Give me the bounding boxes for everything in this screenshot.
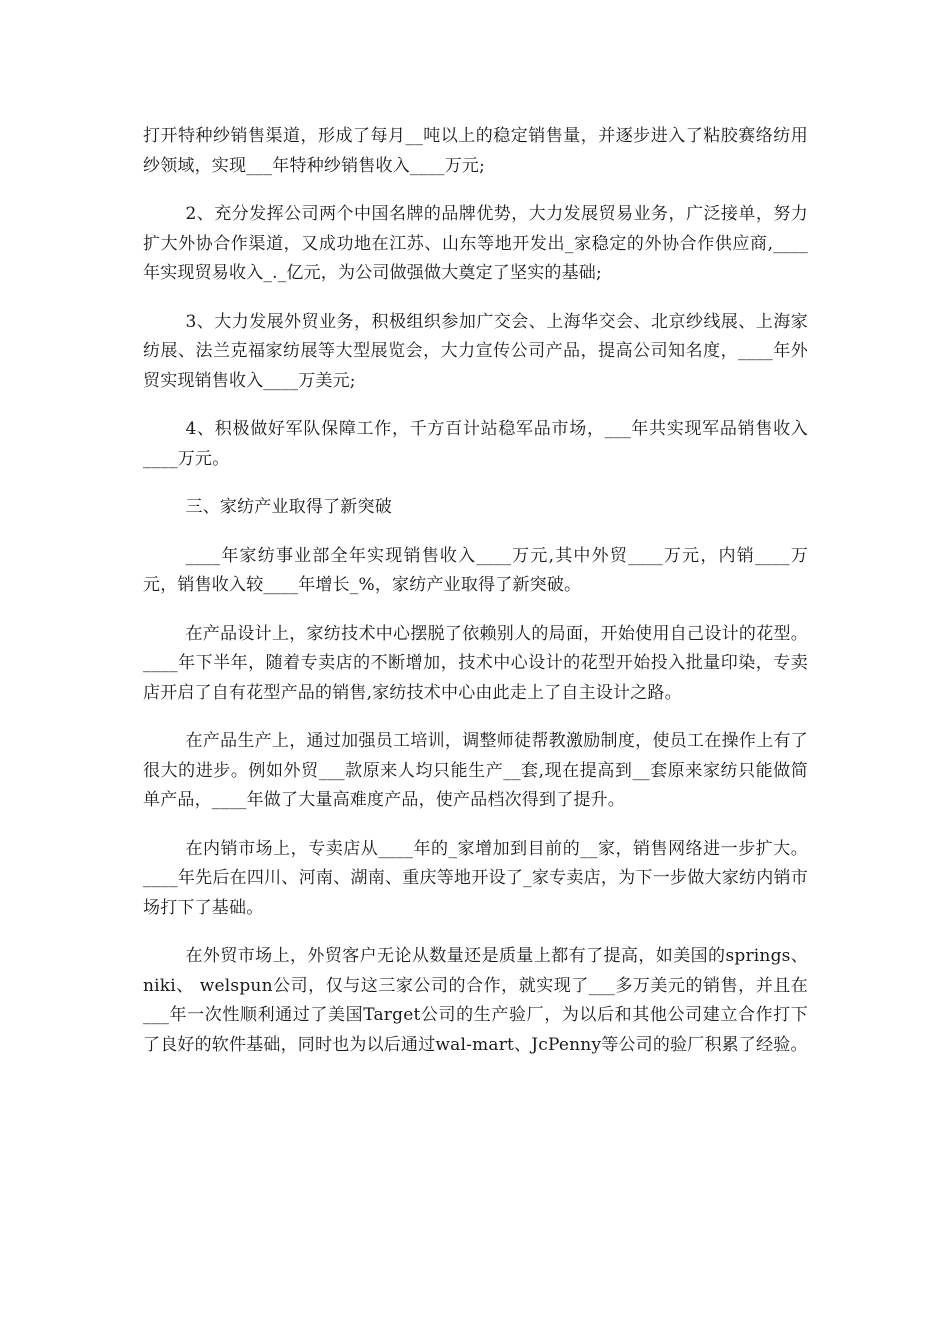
paragraph-production: 在产品生产上，通过加强员工培训，调整师徒帮教激励制度，使员工在操作上有了很大的进步。例如外贸___款原来人均只能生产__套,现在提高到__套原来家纺只能做简单产品，____年做了大量高难度产品，使产品档次得到了提升。 [143, 731, 808, 810]
paragraph-item-4: 4、积极做好军队保障工作，千方百计站稳军品市场，___年共实现军品销售收入____万元。 [143, 419, 808, 469]
paragraph-continuation: 打开特种纱销售渠道，形成了每月__吨以上的稳定销售量，并逐步进入了粘胶赛络纺用纱领域，实现___年特种纱销售收入____万元; [143, 126, 808, 176]
document-body [143, 122, 808, 1079]
paragraph-sales: ____年家纺事业部全年实现销售收入____万元,其中外贸____万元，内销____万元，销售收入较____年增长_%，家纺产业取得了新突破。 [143, 545, 808, 595]
paragraph-domestic-market: 在内销市场上，专卖店从____年的_家增加到目前的__家，销售网络进一步扩大。____年先后在四川、河南、湖南、重庆等地开设了_家专卖店，为下一步做大家纺内销市场打下了基础。 [143, 838, 808, 918]
paragraph-design: 在产品设计上，家纺技术中心摆脱了依赖别人的局面，开始使用自己设计的花型。____年下半年，随着专卖店的不断增加，技术中心设计的花型开始投入批量印染，专卖店开启了自有花型产品的销售,家纺技术中心由此走上了自主设计之路。 [143, 623, 808, 703]
paragraph-export-market: 在外贸市场上，外贸客户无论从数量还是质量上都有了提高，如美国的springs、 niki、 welspun公司，仅与这三家公司的合作，就实现了___多万美元的销售，并且在___年一次性顺利通过了美国Target公司的生产验厂，为以后和其他公司建立合作打下了良好的软件基础，同时也为以后通过wal-mart、JcPenny等公司的验厂积累了经验。 [143, 946, 808, 1055]
paragraph-item-3: 3、大力发展外贸业务，积极组织参加广交会、上海华交会、北京纱线展、上海家纺展、法兰克福家纺展等大型展览会，大力宣传公司产品，提高公司知名度，____年外贸实现销售收入____万美元; [143, 311, 808, 391]
paragraph-item-2: 2、充分发挥公司两个中国名牌的品牌优势，大力发展贸易业务，广泛接单，努力扩大外协合作渠道，又成功地在江苏、山东等地开发出_家稳定的外协合作供应商,____年实现贸易收入_._亿元，为公司做强做大奠定了坚实的基础; [143, 204, 808, 283]
section-heading-3: 三、家纺产业取得了新突破 [185, 497, 392, 517]
